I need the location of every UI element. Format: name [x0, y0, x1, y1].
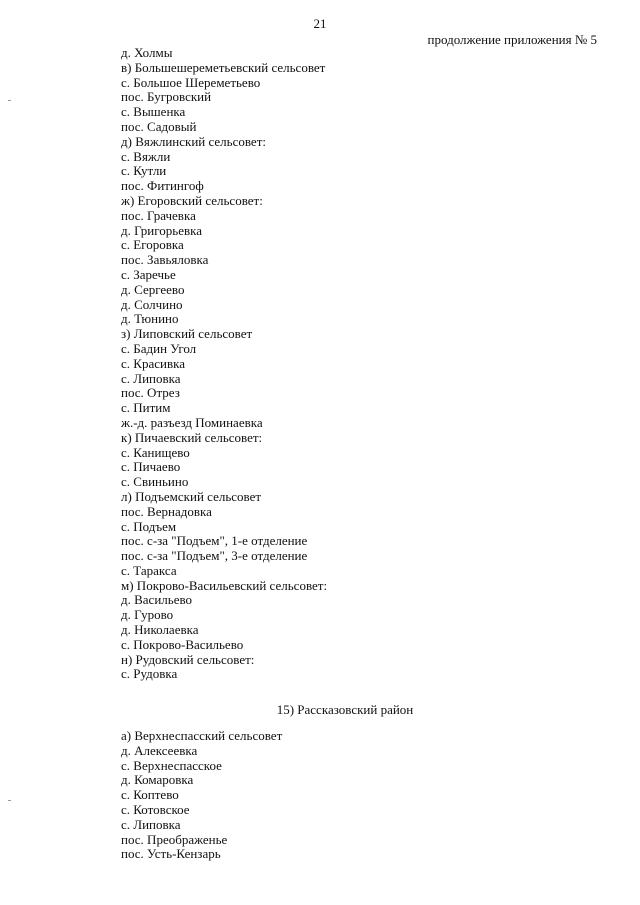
- list-item: с. Пичаево: [121, 459, 181, 475]
- list-item: л) Подъемский сельсовет: [121, 488, 262, 504]
- list-item: с. Канищево: [121, 444, 190, 460]
- page-number: 21: [313, 16, 327, 31]
- list-item: пос. Завьяловка: [121, 252, 209, 268]
- list-item: д. Гурово: [121, 607, 174, 623]
- list-item: с. Подъем: [121, 518, 177, 534]
- list-item: д. Григорьевка: [121, 222, 203, 238]
- list-item: д. Алексеевка: [121, 742, 198, 758]
- list-item: пос. Отрез: [121, 385, 180, 401]
- list-item: с. Питим: [121, 400, 171, 416]
- list-item: пос. Грачевка: [121, 207, 196, 223]
- list-item: пос. Усть-Кензарь: [121, 846, 221, 862]
- list-item: в) Большешереметьевский сельсовет: [121, 59, 326, 75]
- list-item: с. Покрово-Васильево: [121, 636, 244, 652]
- list-item: с. Котовское: [121, 801, 190, 817]
- list-item: пос. Бугровский: [121, 89, 212, 105]
- list-item: д. Солчино: [121, 296, 183, 312]
- list-item: н) Рудовский сельсовет:: [121, 651, 255, 667]
- list-item: с. Свиньино: [121, 474, 189, 490]
- list-item: с. Красивка: [121, 355, 185, 371]
- list-item: к) Пичаевский сельсовет:: [121, 429, 263, 445]
- settlement-list-continued: [121, 46, 327, 682]
- list-item: д. Сергеево: [121, 281, 185, 297]
- list-item: с. Заречье: [121, 266, 176, 282]
- list-item: с. Вышенка: [121, 104, 186, 120]
- list-item: с. Бадин Угол: [121, 340, 197, 356]
- list-item: а) Верхнеспасский сельсовет: [121, 728, 283, 743]
- list-item: пос. Вернадовка: [121, 503, 212, 519]
- list-item: д. Комаровка: [121, 772, 194, 788]
- appendix-continuation-note: продолжение приложения № 5: [427, 32, 597, 47]
- district-heading: 15) Рассказовский район: [276, 702, 414, 717]
- list-item: м) Покрово-Васильевский сельсовет:: [121, 577, 328, 593]
- list-item: с. Коптево: [121, 787, 179, 803]
- list-item: с. Липовка: [121, 816, 181, 832]
- scan-margin-mark: [8, 100, 11, 101]
- list-item: д. Холмы: [121, 45, 173, 60]
- list-item: з) Липовский сельсовет: [121, 326, 253, 342]
- list-item: с. Большое Шереметьево: [121, 74, 261, 90]
- list-item: пос. Фитингоф: [121, 178, 204, 194]
- list-item: с. Кутли: [121, 163, 167, 179]
- list-item: пос. Садовый: [121, 118, 197, 134]
- list-item: с. Егоровка: [121, 237, 184, 253]
- list-item: с. Таракса: [121, 562, 177, 578]
- list-item: с. Верхнеспасское: [121, 757, 222, 773]
- settlement-list-rasskazovsky: [121, 729, 282, 862]
- list-item: ж) Егоровский сельсовет:: [121, 192, 263, 208]
- list-item: д. Васильево: [121, 592, 193, 608]
- list-item: пос. Преображенье: [121, 831, 228, 847]
- list-item: пос. с-за "Подъем", 3-е отделение: [121, 548, 308, 564]
- list-item: с. Вяжли: [121, 148, 171, 164]
- list-item: д. Тюнино: [121, 311, 179, 327]
- list-item: д. Николаевка: [121, 622, 199, 638]
- list-item: пос. с-за "Подъем", 1-е отделение: [121, 533, 308, 549]
- list-item: д) Вяжлинский сельсовет:: [121, 133, 266, 149]
- list-item: с. Рудовка: [121, 666, 178, 682]
- list-item: ж.-д. разъезд Поминаевка: [121, 414, 263, 430]
- list-item: с. Липовка: [121, 370, 181, 386]
- scan-margin-mark: [8, 800, 11, 801]
